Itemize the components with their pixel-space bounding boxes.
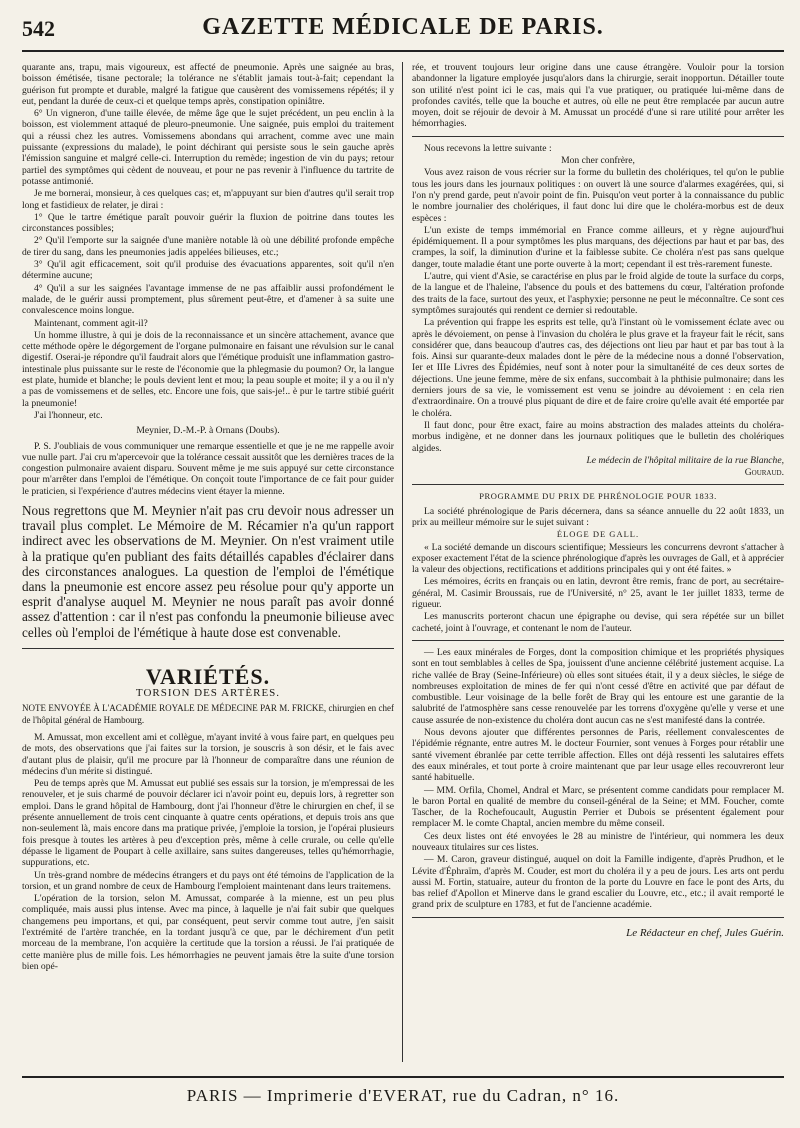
paragraph: 3° Qu'il agit efficacement, soit qu'il produise des évacuations apparentes, soit qu'il n'en détermine aucune; bbox=[22, 259, 394, 282]
paragraph: Vous avez raison de vous récrier sur la forme du bulletin des cholériques, tel qu'on le publie tous les jours dans les journaux politiques : on ouvert là une source d'alarmes exagérées, qui, si l'on n'y prend garde, peut n'avoir point de fin. Puisqu'on veut porter à la connaissance du public le nombre journalier des cholériques, il faut donc lui dire que le choléra-morbus est de deux espèces : bbox=[412, 167, 784, 224]
paragraph: 4° Qu'il a sur les saignées l'avantage immense de ne pas affaiblir aussi profondément le malade, de le guérir aussi promptement, plus sûrement peut-être, et d'amener à sa suite une convalescence moins longue. bbox=[22, 282, 394, 317]
paragraph: L'un existe de temps immémorial en France comme ailleurs, et y règne aujourd'hui épidémiquement. Il a pour symptômes les plus marquans, des déjections par haut et par bas, des crampes, la soif, la diminution d'urine et la faiblesse subite. Ce choléra n'est pas sans quelque danger, toute maladie étant une porte ouverte à la mort; cependant il est très-rarement funeste. bbox=[412, 224, 784, 270]
paragraph: « La société demande un discours scientifique; Messieurs les concurrens devront s'attacher à exposer exactement l'état de la science phrénologique d'après les ouvrages de Gall, et à apprécier la valeur des objections, rectifications et additions principales qui y ont été faites. » bbox=[412, 541, 784, 576]
article-title-torsion: TORSION DES ARTÈRES. bbox=[135, 687, 281, 700]
signature-name: Gouraud. bbox=[744, 467, 784, 479]
divider bbox=[412, 484, 784, 485]
paragraph: L'opération de la torsion, selon M. Amussat, comparée à la mienne, est un peu plus compliquée, mais aussi plus intense. Avec ma pince, à laquelle je n'ai fait subir que quelques changemens peu importans, et qui, par conséquent, peut servir comme tout autre, j'en saisit l'extrémité de l'artère tranchée, en la tordant jusqu'à ce que, par le déchirement d'un petit morceau de la membrane, l'on acquière la certitude que la torsion a réussi. Je l'ai pratiquée de cette manière plus de mille fois. Les hémorrhagies ne peuvent jamais être la suite d'une torsion bien opé- bbox=[22, 893, 394, 972]
divider bbox=[412, 917, 784, 918]
paragraph: Maintenant, comment agit-il? bbox=[34, 317, 148, 329]
paragraph: — Les eaux minérales de Forges, dont la composition chimique et les propriétés physiques sont en tout semblables à celles de Spa, jouissent d'une ancienne célébrité justement acquise. La riche vallée de Bray (Seine-Inférieure) où elles sont situées était, il y a deux siècles, le siége de nombreuses exploitation de mines de fer qui n'ont cessé d'être en activité que par défaut de combustible. Leur voisinage de la belle forêt de Bray qui les entoure est une garantie de la salubrité de l'atmosphère sans cesse renouvelée par les torrens d'oxygène qu'elle y verse et une cause assurée de non-existence du choléra dont aucun cas ne s'est manifesté dans la contrée. bbox=[412, 646, 784, 726]
paragraph: Un homme illustre, à qui je dois de la reconnaissance et un sincère attachement, avance que cette méthode opère le dégorgement de l'organe pulmonaire en faisant une révulsion sur le canal digestif. Oserai-je répondre qu'il faudrait alors que l'émétique produisît une inflammation gastro-intestinale plus puissante sur le reste de l'économie que la phlegmasie du poumon? Or, la langue est plate, humide et blanche; le pouls devient lent et mou; la peau souple et moite; il y a ou il n'y a pas de vomissemens et de selles, etc. Encore une fois, que sais-je!.. è pur le tartre stibié guérit la pneumonie! bbox=[22, 329, 394, 409]
paragraph: Les manuscrits porteront chacun une épigraphe ou devise, qui sera répétée sur un billet cacheté, joint à l'ouvrage, et contenant le nom de l'auteur. bbox=[412, 611, 784, 634]
article-note: NOTE ENVOYÉE À L'ACADÉMIE ROYALE DE MÉDECINE PAR M. FRICKE, chirurgien en chef de l'hôpital général de Hambourg. bbox=[22, 703, 394, 725]
section-title-varietes: VARIÉTÉS. bbox=[145, 663, 271, 689]
newspaper-page bbox=[22, 10, 784, 1120]
paragraph: 6° Un vigneron, d'une taille élevée, de même âge que le sujet précédent, un peu enclin à la boisson, est violemment attaqué de pleuro-pneumonie. Une saignée, puis emploi du traitement qui a réussi chez les autres. Vomissemens abondans qui arrachent, comme avec une main puissante (expressions du malade), le point déchirant qui persiste sous le sein gauche après l'émission sanguine et malgré celle-ci. Interruption du remède; ingestion de vin du pays; retour partiel des symptômes qui cèdent de nouveau, et pour ne pas revenir à l'influence du tartrite de potasse antimonié. bbox=[22, 108, 394, 187]
paragraph: Il faut donc, pour être exact, faire au moins abstraction des malades atteints du choléra-morbus indigène, et ne donner dans les journaux politiques que le bulletin des cholériques algides. bbox=[412, 419, 784, 454]
masthead-title: GAZETTE MÉDICALE DE PARIS. bbox=[202, 14, 604, 40]
paragraph: Nous recevons la lettre suivante : bbox=[424, 142, 552, 154]
page-number: 542 bbox=[22, 16, 55, 41]
paragraph: L'autre, qui vient d'Asie, se caractérise en plus par le froid algide de toute la surface du corps, de la langue et de l'haleine, l'absence du pouls et des battemens du cœur, l'altération profonde des traits de la face, surtout des yeux, et l'asphyxie; personne ne peut le méconnaître. Ce sont ces symptômes surajoutés qui rendent ce dernier si redoutable. bbox=[412, 271, 784, 316]
paragraph: Peu de temps après que M. Amussat eut publié ses essais sur la torsion, je m'empressai de les renouveler, et je suis charmé de pouvoir déclarer ici n'avoir point eu, depuis lors, à regretter son emploi. Dans le grand hôpital de Hambourg, dont j'ai l'honneur d'être le chirurgien en chef, il se présente annuellement de trois cent cinquante à quatre cents opérations, et depuis trois ans que non-seulement là, mais encore dans ma pratique privée, j'emploie la torsion, je l'opérai plusieurs fois presque à toutes les artères à peu d'exception près, même à celle crurale, ou celle qu'elle dépasse le ligament de Poupart à celle axillaire, sans suites dangereuses, telles qu'hémorrhagie, suppurations, etc. bbox=[22, 778, 394, 869]
paragraph: Un très-grand nombre de médecins étrangers et du pays ont été témoins de l'application de la torsion, et un grand nombre de ceux de Hambourg l'emploient maintenant dans leurs traitemens. bbox=[22, 869, 394, 892]
paragraph: J'ai l'honneur, etc. bbox=[34, 409, 103, 421]
paragraph: M. Amussat, mon excellent ami et collègue, m'ayant invité à vous faire part, en quelques peu de mots, des observations que j'ai faites sur la torsion, je souscris à son désir, et le fais avec d'autant plus de plaisir, qu'il me procure par là l'honneur de comparaître dans une réunion de médecins d'un mérite si distingué. bbox=[22, 732, 394, 777]
paragraph: rée, et trouvent toujours leur origine dans une cause étrangère. Vouloir pour la torsion abandonner la ligature employée jusqu'alors dans la chirurgie, serait inopportun. Détailler toute son utilité n'est point ici le cas, mais qui l'a vue pratiquer, ou pratiquée lui-même dans de profondes cavités, telle que la bouche et autres, où elle ne peut être remplacée par aucun autre moyen, doit se réjouir de devoir à M. Amussat un procédé d'une si rare utilité pour arrêter les hémorrhagies. bbox=[412, 62, 784, 130]
programme-title: PROGRAMME DU PRIX DE PHRÉNOLOGIE POUR 1833. bbox=[479, 491, 717, 502]
paragraph: — MM. Orfila, Chomel, Andral et Marc, se présentent comme candidats pour remplacer M. le baron Portal en qualité de membre du conseil-général de la Seine; et MM. Foucher, comte Tascher, de la Rochefoucault, Augustin Perrier et Dubois se présentent également pour remplacer M. le comte Chaptal, ancien membre du même conseil. bbox=[412, 784, 784, 830]
paragraph: Les mémoires, écrits en français ou en latin, devront être remis, franc de port, au secrétaire-général, M. Casimir Broussais, rue de l'Université, n° 25, avant le 1er juillet 1833, terme de rigueur. bbox=[412, 576, 784, 611]
right-column bbox=[412, 62, 784, 1062]
meynier-signature: Meynier, D.-M.-P. à Ornans (Doubs). bbox=[136, 425, 280, 437]
columns bbox=[22, 62, 784, 1062]
postscript: P. S. J'oubliais de vous communiquer une remarque essentielle et que je ne me rappelle avoir vue nulle part. J'ai cru m'apercevoir que la tolérance cessait aussitôt que les dernières traces de la congestion pulmonaire avaient disparu. Souvent même je me suis appuyé sur cette circonstance pour m'arrêter dans l'emploi de l'émétique. On conçoit toute l'importance de ce fait pour guider le praticien, si l'expérience d'autres médecins vient étayer la mienne. bbox=[22, 440, 394, 497]
divider bbox=[412, 136, 784, 137]
editorial-note bbox=[22, 503, 394, 640]
editorial-paragraph: Nous regrettons que M. Meynier n'ait pas cru devoir nous adresser un travail plus complet. Le Mémoire de M. Récamier n'a qu'un rapport indirect avec les observations de M. Meynier. On n'est vraiment utile à la pratique qu'en publiant des faits détaillés capables d'éclairer dans des circonstances analogues. La question de l'emploi de l'émétique dans la pneumonie est encore assez peu résolue pour qu'y apporte un esprit d'analyse auquel M. Meynier ne nous paraît pas avoir donné assez d'attention : car il n'est pas confondu la pneumonie bilieuse avec celles où l'emploi de l'émétique à haute dose est convenable. bbox=[22, 502, 394, 640]
editor-signature: Le Rédacteur en chef, Jules Guérin. bbox=[626, 926, 784, 939]
divider bbox=[412, 640, 784, 641]
paragraph: — M. Caron, graveur distingué, auquel on doit la Famille indigente, d'après Prudhon, et le Lévite d'Éphraïm, d'après M. Couder, est mort du choléra il y a peu de jours. Les arts ont perdu aussi M. Fortin, statuaire, auteur du fronton de la porte du Louvre en face le pont des Arts, du bas relief d'Apollon et Minerve dans le grand escalier du Louvre, etc., etc.; il avait remporté le grand prix de sculpture en 1783, et fut de l'ancienne académie. bbox=[412, 854, 784, 911]
paragraph: Ces deux listes ont été envoyées le 28 au ministre de l'intérieur, qui nommera les deux nouveaux titulaires sur ces listes. bbox=[412, 830, 784, 853]
paragraph: La société phrénologique de Paris décernera, dans sa séance annuelle du 22 août 1833, un prix au meilleur mémoire sur le sujet suivant : bbox=[412, 505, 784, 528]
eloge-heading: ÉLOGE DE GALL. bbox=[556, 529, 640, 540]
letter-salutation: Mon cher confrère, bbox=[561, 155, 635, 167]
paragraph: La prévention qui frappe les esprits est telle, qu'à l'instant où le vomissement éclate avec ou après le dévoiement, on pense à l'invasion du choléra le plus grave et la frayeur fait le récit, sans considérer que, dans beaucoup d'autres cas, des déjections ont lieu par haut et par bas tout à la fois. Ainsi sur quarante-deux malades dont le père de la médecine nous a donné l'observation, Ier et IIIe Livres des Épidémies, neuf sont à noter pour la simultanéité de ces deux sortes de déjections. Une jeune femme, mère de six enfans, succombait à la phthisie pulmonaire; dans les derniers jours de sa vie, le vomissement est venu se joindre au dévoiement : en cela rien d'extraordinaire. On a trouvé plus piquant de dire et de faire croire qu'elle avait été emportée par le choléra. bbox=[412, 317, 784, 419]
paragraph: quarante ans, trapu, mais vigoureux, est affecté de pneumonie. Après une saignée au bras, boisson émétisée, tisane pectorale; la tolérance ne s'établit jamais tout-à-fait; cependant la guérison fut prompte et durable, malgré la fatigue que causèrent des vomissemens répétés; il y eut, pendant la durée de ceux-ci et quelque temps après, constipation opiniâtre. bbox=[22, 62, 394, 107]
left-column bbox=[22, 62, 394, 1062]
imprint-footer: PARIS — Imprimerie d'EVERAT, rue du Cadran, n° 16. bbox=[22, 1076, 784, 1106]
divider bbox=[22, 648, 394, 649]
paragraph: Je me bornerai, monsieur, à ces quelques cas; et, m'appuyant sur bien d'autres qu'il serait trop long et fastidieux de relater, je dirai : bbox=[22, 188, 394, 211]
paragraph: Nous devons ajouter que différentes personnes de Paris, réellement convalescentes de l'épidémie régnante, entre autres M. le docteur Fournier, sont venues à Forges pour rétablir une santé vivement ébranlée par cette terrible affection. Elles ont déjà ressenti les salutaires effets des eaux minérales, et tout porte à croire maintenant que par leur usage elles recouvreront leur santé habituelle. bbox=[412, 727, 784, 784]
page-header bbox=[22, 10, 784, 52]
column-divider bbox=[402, 62, 403, 1062]
signature-hospital: Le médecin de l'hôpital militaire de la rue Blanche, bbox=[586, 454, 784, 466]
paragraph: 1° Que le tartre émétique paraît pouvoir guérir la fluxion de poitrine dans toutes les circonstances possibles; bbox=[22, 211, 394, 235]
paragraph: 2° Qu'il l'emporte sur la saignée d'une manière notable là où une débilité profonde empêche de tirer du sang, dans les pneumonies jadis appelées bilieuses, etc.; bbox=[22, 235, 394, 258]
